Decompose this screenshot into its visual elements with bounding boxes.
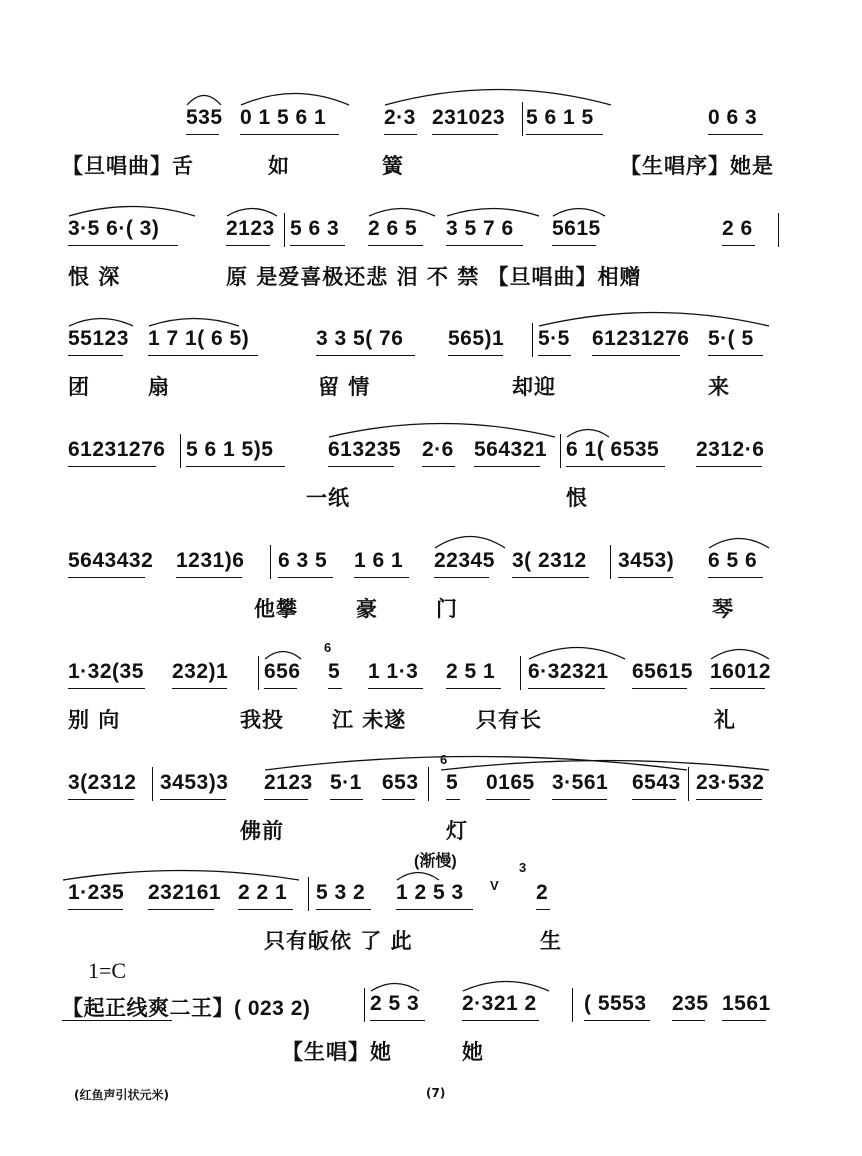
bar-line (610, 545, 611, 579)
grace-note: 6 (324, 640, 332, 655)
beam-line (186, 134, 219, 135)
bar-line (152, 767, 153, 801)
beam-line (618, 577, 673, 578)
note-group: 1 6 1 (354, 549, 404, 572)
beam-line (68, 245, 178, 246)
beam-line (696, 799, 762, 800)
slur-path (385, 90, 611, 106)
slur-path (149, 319, 239, 327)
note-group: 3453)3 (160, 771, 229, 794)
note-group: 2 6 (722, 217, 753, 240)
lyric-text: 【生唱序】她是 (620, 154, 774, 178)
beam-line (446, 799, 460, 800)
beam-line (672, 1020, 705, 1021)
note-group: 5 6 3 (290, 217, 340, 240)
beam-line (486, 799, 530, 800)
note-group: 3 5 7 6 (446, 217, 514, 240)
lyric-text: 只有皈依 了 此 (264, 929, 413, 953)
beam-line (328, 466, 394, 467)
lyric-text: 门 (436, 597, 458, 621)
slur-path (709, 539, 769, 549)
bar-line (180, 434, 181, 468)
slur-arc (528, 646, 626, 660)
slur-path (397, 873, 439, 881)
slur-arc (384, 88, 612, 106)
bar-line (520, 656, 521, 690)
note-group: 3 3 5( 76 (316, 327, 404, 350)
slur-arc (708, 537, 770, 549)
lyric-text: 团 (68, 375, 90, 399)
beam-line (538, 355, 571, 356)
note-group: 2 2 1 (238, 881, 288, 904)
note-group: 【起正线爽二王】( 023 2) (62, 997, 311, 1020)
slur-path (369, 209, 435, 217)
note-group: 16012 (710, 660, 771, 683)
slur-arc (370, 982, 420, 992)
note-group: 2·321 2 (462, 992, 537, 1015)
beam-line (696, 466, 762, 467)
lyric-text: 【生唱】她 (282, 1040, 392, 1064)
beam-line (176, 577, 242, 578)
beam-line (68, 799, 134, 800)
bar-line (428, 767, 429, 801)
beam-line (354, 577, 409, 578)
beam-line (382, 799, 415, 800)
note-group: 1·32(35 (68, 660, 144, 683)
note-group: 6 5 6 (708, 549, 758, 572)
note-group: 3( 2312 (512, 549, 587, 572)
beam-line (62, 1020, 172, 1021)
lyric-text: 簧 (382, 154, 404, 178)
slur-arc (710, 648, 770, 660)
slur-path (529, 648, 625, 660)
slur-path (329, 424, 555, 438)
note-group: 232)1 (172, 660, 229, 683)
note-group: 1 7 1( 6 5) (148, 327, 250, 350)
beam-line (434, 577, 489, 578)
bar-line (270, 545, 271, 579)
lyric-text: 我投 (240, 708, 284, 732)
note-group: 5·1 (330, 771, 362, 794)
beam-line (316, 909, 371, 910)
note-group: 3453) (618, 549, 675, 572)
note-group: 0 6 3 (708, 106, 758, 129)
slur-arc (186, 94, 222, 106)
bar-line (522, 102, 523, 136)
slur-path (441, 761, 769, 771)
beam-line (722, 245, 755, 246)
beam-line (632, 688, 687, 689)
note-group: 5 3 2 (316, 881, 366, 904)
note-group: 653 (382, 771, 419, 794)
slur-arc (396, 871, 440, 881)
beam-line (226, 245, 270, 246)
beam-line (68, 466, 156, 467)
beam-line (566, 466, 665, 467)
note-group: 61231276 (68, 438, 166, 461)
slur-arc (446, 207, 540, 217)
beam-line (446, 688, 501, 689)
lyric-text: 豪 (356, 597, 378, 621)
beam-line (330, 799, 363, 800)
bar-line (258, 656, 259, 690)
tempo-mark: (渐慢) (414, 853, 457, 870)
slur-arc (226, 207, 278, 217)
beam-line (186, 466, 285, 467)
key-signature: 1=C (88, 958, 127, 983)
beam-line (710, 688, 765, 689)
note-group: ( 5553 (584, 992, 647, 1015)
slur-path (567, 430, 609, 438)
slur-arc (240, 92, 350, 106)
lyric-text: 只有长 (476, 708, 542, 732)
beam-line (368, 245, 423, 246)
slur-path (435, 537, 505, 549)
beam-line (316, 355, 415, 356)
footer-page-number: (7) (426, 1086, 446, 1100)
note-group: 231023 (432, 106, 506, 129)
lyric-text: 恨 (566, 486, 588, 510)
lyric-text: 扇 (148, 375, 170, 399)
slur-arc (462, 980, 550, 992)
beam-line (278, 577, 333, 578)
beam-line (446, 245, 523, 246)
lyric-text: 琴 (712, 597, 734, 621)
note-group: 23·532 (696, 771, 765, 794)
note-group: 6 1( 6535 (566, 438, 660, 461)
note-group: 1 2 5 3 (396, 881, 464, 904)
note-group: 2 6 5 (368, 217, 418, 240)
note-group: 5·5 (538, 327, 570, 350)
beam-line (528, 688, 605, 689)
breath-mark: V (490, 878, 499, 893)
beam-line (290, 245, 345, 246)
slur-arc (264, 650, 302, 660)
slur-path (711, 650, 769, 660)
slur-arc (68, 205, 196, 217)
note-group: 22345 (434, 549, 495, 572)
note-group: 1561 (722, 992, 771, 1015)
note-group: 5 6 1 5 (526, 106, 594, 129)
lyric-text: 别 向 (68, 708, 121, 732)
beam-line (552, 799, 607, 800)
note-group: 1 1·3 (368, 660, 419, 683)
lyric-text: 留 情 (318, 375, 371, 399)
beam-line (264, 799, 308, 800)
slur-path (553, 209, 605, 217)
slur-path (187, 96, 221, 106)
lyric-text: 却迎 (512, 375, 556, 399)
beam-line (160, 799, 226, 800)
beam-line (592, 355, 680, 356)
slur-arc (62, 869, 300, 881)
slur-path (69, 319, 133, 327)
beam-line (328, 688, 342, 689)
slur-path (63, 871, 299, 881)
note-group: 55123 (68, 327, 129, 350)
slur-path (463, 982, 549, 992)
note-group: 6 3 5 (278, 549, 328, 572)
note-group: 2·3 (384, 106, 416, 129)
note-group: 61231276 (592, 327, 690, 350)
lyric-text: 礼 (714, 708, 736, 732)
bar-line (778, 213, 779, 247)
lyric-text: 如 (268, 154, 290, 178)
note-group: 565)1 (448, 327, 505, 350)
note-group: 2 5 3 (370, 992, 420, 1015)
slur-arc (68, 317, 134, 327)
note-group: 0 1 5 6 1 (240, 106, 327, 129)
note-group: 2 (536, 881, 549, 904)
note-group: 2 5 1 (446, 660, 496, 683)
beam-line (708, 577, 763, 578)
grace-note: 6 (440, 752, 448, 767)
beam-line (448, 355, 503, 356)
note-group: 656 (264, 660, 301, 683)
beam-line (396, 909, 473, 910)
lyric-text: 【旦唱曲】舌 (62, 154, 194, 178)
lyric-text: 灯 (446, 819, 468, 843)
slur-arc (434, 535, 506, 549)
note-group: 0165 (486, 771, 535, 794)
bar-line (284, 213, 285, 247)
note-group: 1·235 (68, 881, 125, 904)
beam-line (462, 1020, 539, 1021)
note-group: 3(2312 (68, 771, 137, 794)
slur-arc (148, 317, 240, 327)
note-group: 232161 (148, 881, 222, 904)
lyric-text: 来 (708, 375, 730, 399)
note-group: 6543 (632, 771, 681, 794)
beam-line (172, 688, 227, 689)
note-group: 5·( 5 (708, 327, 754, 350)
slur-arc (328, 422, 556, 438)
note-group: 5643432 (68, 549, 154, 572)
lyric-text: 佛前 (240, 819, 284, 843)
slur-path (265, 652, 301, 660)
beam-line (148, 355, 258, 356)
slur-path (227, 209, 277, 217)
beam-line (632, 799, 676, 800)
beam-line (240, 134, 339, 135)
lyric-text: 他攀 (254, 597, 298, 621)
bar-line (560, 434, 561, 468)
beam-line (68, 688, 145, 689)
note-group: 3·5 6·( 3) (68, 217, 160, 240)
note-group: 235 (672, 992, 709, 1015)
slur-path (241, 94, 349, 106)
lyric-text: 恨 深 (68, 265, 121, 289)
beam-line (238, 909, 293, 910)
grace-note: 3 (519, 860, 527, 875)
beam-line (368, 688, 423, 689)
lyric-text: 她 (462, 1040, 484, 1064)
beam-line (512, 577, 589, 578)
beam-line (708, 355, 763, 356)
slur-arc (538, 311, 770, 327)
slur-path (539, 313, 769, 327)
beam-line (68, 577, 145, 578)
lyric-text: 江 未遂 (332, 708, 407, 732)
beam-line (536, 909, 550, 910)
note-group: 6·32321 (528, 660, 609, 683)
lyric-text: 一纸 (306, 486, 350, 510)
beam-line (370, 1020, 425, 1021)
beam-line (68, 355, 123, 356)
beam-line (708, 134, 763, 135)
slur-path (447, 209, 539, 217)
slur-arc (440, 759, 770, 771)
beam-line (722, 1020, 766, 1021)
note-group: 613235 (328, 438, 402, 461)
note-group: 2312·6 (696, 438, 765, 461)
note-group: 2123 (264, 771, 313, 794)
slur-arc (566, 428, 610, 438)
lyric-text: 原 是爱喜极还悲 泪 不 禁 【旦唱曲】相赠 (226, 265, 642, 289)
beam-line (422, 466, 455, 467)
beam-line (526, 134, 603, 135)
beam-line (68, 909, 123, 910)
beam-line (432, 134, 498, 135)
bar-line (364, 988, 365, 1022)
note-group: 65615 (632, 660, 693, 683)
note-group: 1231)6 (176, 549, 245, 572)
beam-line (384, 134, 417, 135)
slur-arc (368, 207, 436, 217)
note-group: 5615 (552, 217, 601, 240)
beam-line (552, 245, 596, 246)
bar-line (308, 877, 309, 911)
note-group: 2123 (226, 217, 275, 240)
footer-source: (红鱼声引状元米) (74, 1088, 169, 1102)
note-group: 5 (446, 771, 459, 794)
beam-line (474, 466, 540, 467)
note-group: 5 6 1 5)5 (186, 438, 274, 461)
note-group: 5 (328, 660, 341, 683)
note-group: 535 (186, 106, 223, 129)
note-group: 3·561 (552, 771, 609, 794)
note-group: 564321 (474, 438, 548, 461)
note-group: 2·6 (422, 438, 454, 461)
lyric-text: 生 (540, 929, 562, 953)
slur-arc (552, 207, 606, 217)
beam-line (264, 688, 297, 689)
bar-line (572, 988, 573, 1022)
beam-line (148, 909, 214, 910)
slur-path (371, 984, 419, 992)
beam-line (584, 1020, 650, 1021)
bar-line (532, 323, 533, 357)
bar-line (688, 767, 689, 801)
slur-path (69, 207, 195, 217)
